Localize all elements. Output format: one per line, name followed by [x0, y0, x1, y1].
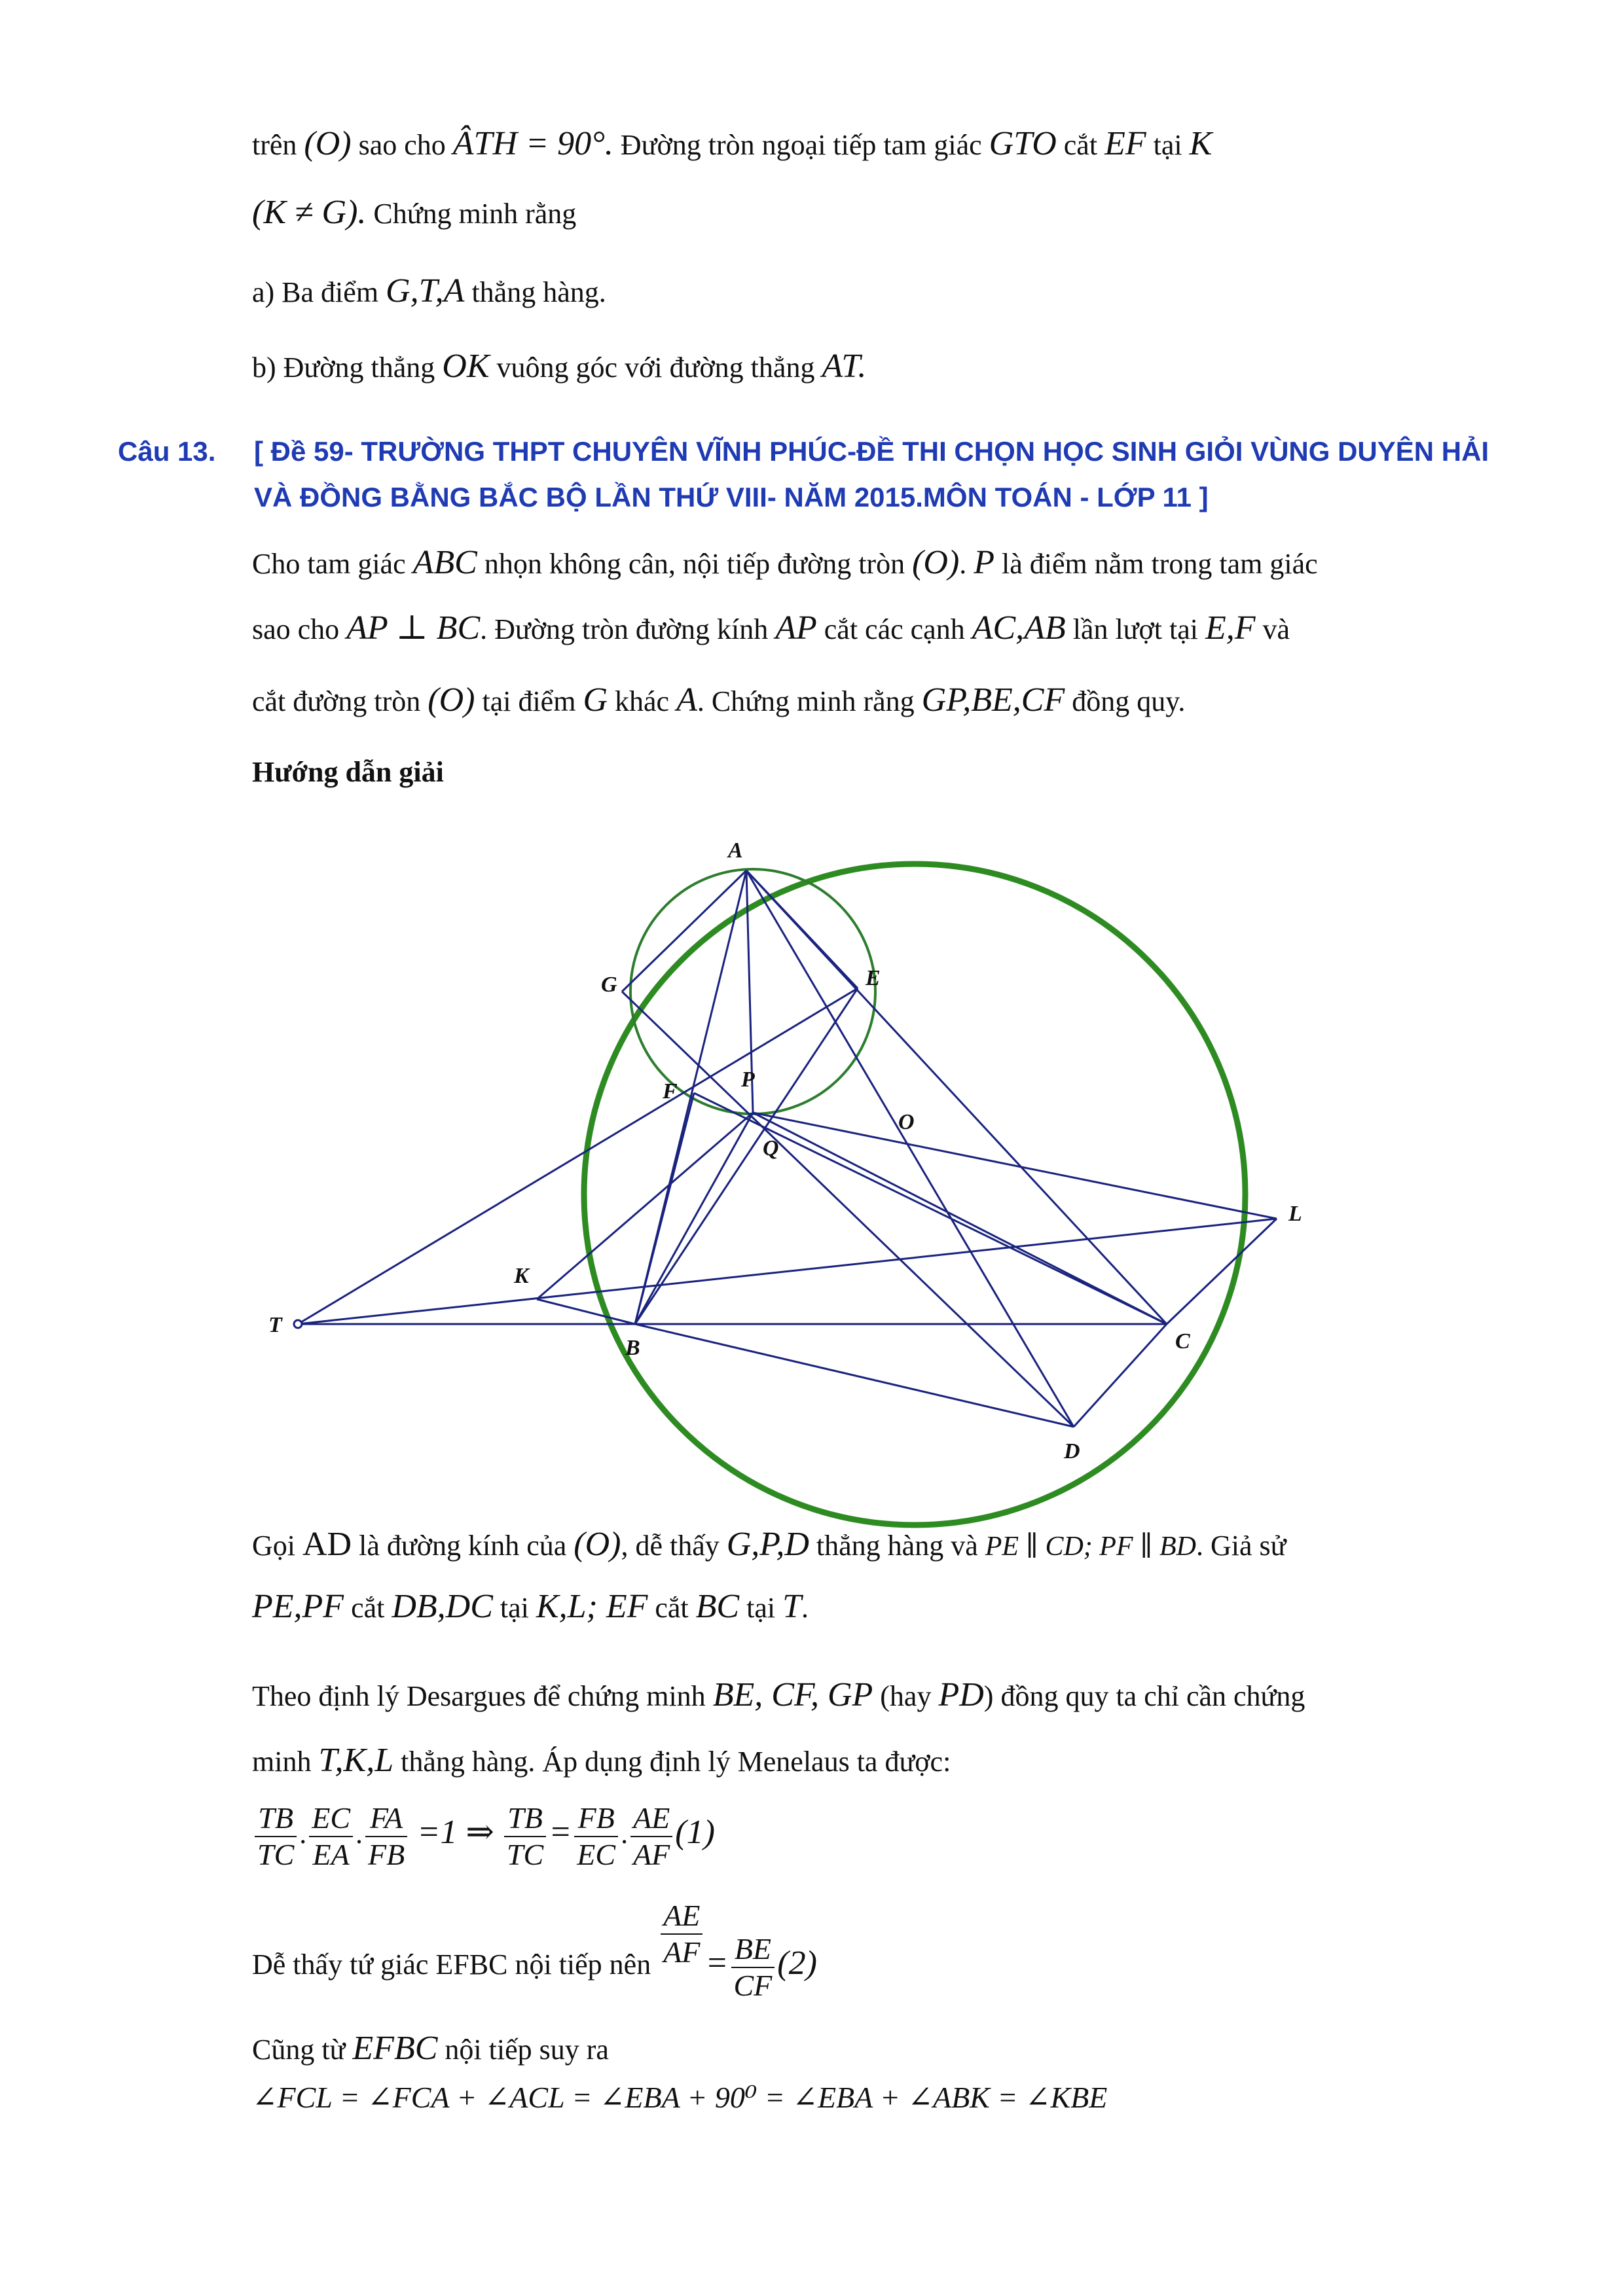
math: G	[583, 681, 608, 719]
math: G,P,D	[726, 1526, 809, 1563]
math: (O)	[912, 544, 960, 581]
point-labels	[268, 838, 1302, 1463]
solution-p2-line1	[252, 1676, 1492, 1716]
math: GP,BE,CF	[921, 681, 1065, 719]
figure-lines	[298, 870, 1277, 1427]
text: Cũng từ	[252, 2034, 346, 2066]
label-D: D	[1064, 1439, 1080, 1463]
math: AC,AB	[972, 609, 1066, 647]
solution-p4	[252, 2029, 1492, 2070]
equation-tag: (1)	[675, 1814, 715, 1851]
text: nhọn không cân, nội tiếp đường tròn	[484, 548, 905, 580]
label-K: K	[514, 1264, 529, 1288]
math: ABC	[412, 544, 477, 581]
math: BC	[695, 1588, 740, 1625]
math: T	[782, 1588, 802, 1625]
text: sao cho	[358, 129, 446, 161]
math: A	[676, 681, 697, 719]
text: Theo định lý Desargues để chứng minh	[252, 1680, 706, 1712]
math: GTO	[989, 125, 1057, 162]
problem-source-line-1: [ Đề 59- TRƯỜNG THPT CHUYÊN VĨNH PHÚC-ĐỀ THI CHỌN HỌC SINH GIỎI VÙNG DUYÊN HẢI	[254, 436, 1489, 467]
text: tại	[500, 1592, 529, 1624]
text: vuông góc với đường thẳng	[496, 351, 815, 384]
math: G,T,A	[386, 272, 465, 310]
math: T,K,L	[318, 1742, 394, 1779]
text: là đường kính của	[359, 1530, 567, 1562]
solution-p3: Dễ thấy tứ giác EFBC nội tiếp nên $\frac{AE}{AF}$ = $\frac{BE}{CF}$ (2)	[252, 1899, 817, 2002]
math: K	[1189, 125, 1213, 162]
label-E: E	[866, 966, 881, 990]
solution-p2-line2	[252, 1741, 1492, 1782]
math: (O)	[428, 681, 475, 719]
fraction: $\frac{EC}{EA}$	[309, 1801, 353, 1873]
text: sao cho	[252, 613, 340, 645]
text: thẳng hàng. Áp dụng định lý Menelaus ta được:	[401, 1746, 951, 1778]
text: đồng quy.	[1072, 685, 1186, 717]
label-C: C	[1175, 1329, 1190, 1354]
math: K,L; EF	[536, 1588, 648, 1625]
label-O: O	[898, 1110, 915, 1134]
equation-2: ∠FCL = ∠FCA + ∠ACL = ∠EBA + 90⁰ = ∠EBA + ∠ABK = ∠KBE	[252, 2081, 1108, 2114]
text: , dễ thấy	[621, 1530, 720, 1562]
text: Đường tròn ngoại tiếp tam giác	[620, 129, 982, 161]
text: Chứng minh rằng	[373, 198, 577, 230]
text: thẳng hàng.	[471, 276, 606, 308]
label-L: L	[1288, 1202, 1302, 1226]
fraction: $\frac{FB}{EC}$	[574, 1801, 618, 1873]
text: cắt các cạnh	[824, 613, 965, 645]
math: (O)	[574, 1526, 621, 1563]
text: .	[959, 548, 967, 580]
text: lần lượt tại	[1072, 613, 1198, 645]
text: thẳng hàng và	[816, 1530, 978, 1562]
problem-source-line-2: VÀ ĐỒNG BẰNG BẮC BỘ LẦN THỨ VIII- NĂM 2015.MÔN TOÁN - LỚP 11 ]	[254, 482, 1209, 512]
text: tại	[746, 1592, 776, 1624]
text: trên	[252, 129, 297, 161]
fraction: $\frac{FA}{FB}$	[365, 1801, 407, 1873]
math: AP	[775, 609, 817, 647]
label-B: B	[625, 1336, 640, 1360]
math: P	[974, 544, 995, 581]
text: cắt	[655, 1592, 689, 1624]
fraction: $\frac{BE}{CF}$	[731, 1931, 775, 2003]
text: ) đồng quy ta chỉ cần chứng	[983, 1680, 1305, 1712]
solution-p1-line1	[252, 1525, 1492, 1566]
math: DB,DC	[392, 1588, 493, 1625]
text: b) Đường thẳng	[252, 351, 435, 384]
fraction: $\frac{TB}{TC}$	[255, 1801, 297, 1873]
fraction: $\frac{AE}{AF}$	[630, 1801, 672, 1873]
label-T: T	[268, 1313, 282, 1337]
text: tại điểm	[482, 685, 576, 717]
math: PE,PF	[252, 1588, 344, 1625]
math: ÂTH = 90°.	[452, 125, 613, 162]
solution-p1-line2	[252, 1587, 1492, 1628]
text: minh	[252, 1746, 312, 1778]
math: (O)	[304, 125, 352, 162]
math: PE ∥ CD; PF ∥ BD	[985, 1532, 1196, 1562]
text: tại	[1153, 129, 1182, 161]
label-Q: Q	[763, 1136, 779, 1160]
equation-1: $\frac{TB}{TC}$ . $\frac{EC}{EA}$ . $\frac{FA}{FB}$ =1 ⇒ $\frac{TB}{TC}$ = $\frac{FB}{EC}$ . $\frac{AE}{AF}$ (1)	[252, 1793, 1492, 1872]
text: . Đường tròn đường kính	[480, 613, 769, 645]
text: cắt	[351, 1592, 385, 1624]
math: AD	[302, 1526, 352, 1563]
math: AT.	[822, 348, 867, 385]
text: nội tiếp suy ra	[445, 2034, 609, 2066]
fraction: $\frac{TB}{TC}$	[504, 1801, 546, 1873]
label-G: G	[601, 973, 617, 997]
text: và	[1262, 613, 1290, 645]
math: PD	[938, 1676, 984, 1713]
text: Cho tam giác	[252, 548, 406, 580]
text: . Chứng minh rằng	[697, 685, 915, 717]
equation-tag: (2)	[777, 1945, 817, 1982]
math: AP ⊥ BC	[346, 609, 481, 647]
text: (hay	[880, 1680, 932, 1712]
text: .	[801, 1592, 809, 1624]
math: BE, CF, GP	[712, 1676, 873, 1713]
text: là điểm nằm trong tam giác	[1002, 548, 1318, 580]
text: a) Ba điểm	[252, 276, 379, 308]
problem-number: Câu 13.	[118, 436, 216, 467]
math: (K ≠ G).	[252, 194, 367, 231]
label-F: F	[663, 1079, 678, 1103]
label-A: A	[728, 838, 743, 863]
label-P: P	[741, 1067, 755, 1092]
text: cắt	[1063, 129, 1098, 161]
math: EFBC	[352, 2030, 438, 2067]
text: khác	[615, 685, 670, 717]
fraction: $\frac{AE}{AF}$	[661, 1898, 702, 1970]
solution-heading: Hướng dẫn giải	[252, 756, 444, 788]
math: EF	[1104, 125, 1146, 162]
text: Dễ thấy tứ giác EFBC nội tiếp nên	[252, 1948, 651, 1981]
math: =1 ⇒	[417, 1814, 494, 1851]
math: OK	[442, 348, 490, 385]
text: . Giả sử	[1195, 1530, 1286, 1562]
math: E,F	[1205, 609, 1256, 647]
text: cắt đường tròn	[252, 685, 421, 717]
text: Gọi	[252, 1530, 295, 1562]
